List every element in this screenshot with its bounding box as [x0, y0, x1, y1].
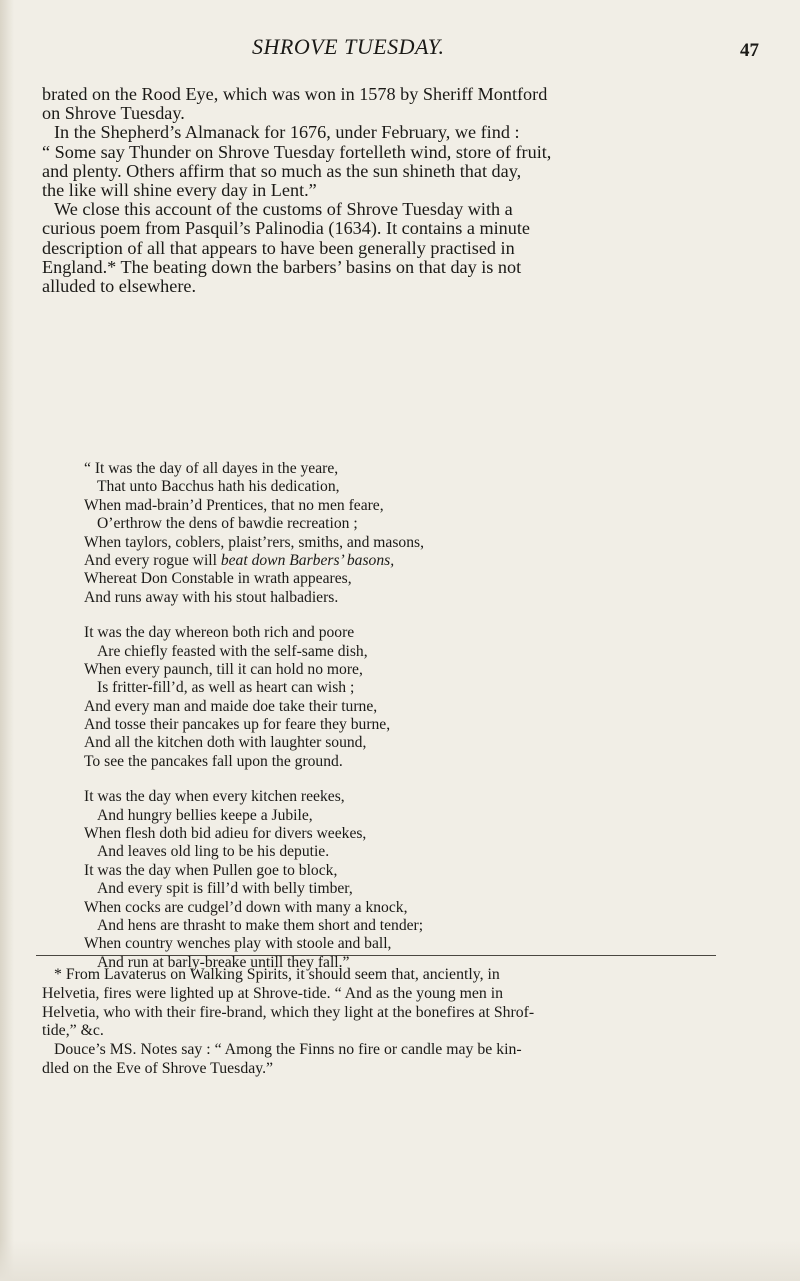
poem-stanza-2 [84, 624, 704, 771]
footnote-line: Helvetia, fires were lighted up at Shrove-tide. “ And as the young men in [42, 984, 504, 1002]
body-line: “ Some say Thunder on Shrove Tuesday fortelleth wind, store of fruit, [42, 141, 552, 162]
poem-stanza-3 [84, 788, 704, 972]
poem-line: It was the day when Pullen goe to block, [84, 861, 338, 879]
body-line: brated on the Rood Eye, which was won in 1578 by Sheriff Montford [42, 84, 548, 104]
poem-line: To see the pancakes fall upon the ground. [84, 752, 343, 770]
body-line: on Shrove Tuesday. [42, 103, 185, 124]
poem-line: And every spit is fill’d with belly timber, [97, 880, 353, 898]
poem-line: And hens are thrasht to make them short and tender; [97, 916, 424, 934]
footnote-line: tide,” &c. [42, 1022, 104, 1040]
poem-line: And runs away with his stout halbadiers. [84, 588, 339, 606]
poem-line-start: And every rogue will [84, 551, 221, 569]
poem-line: And run at barly-breake untill they fall.” [97, 953, 350, 971]
poem-line: That unto Bacchus hath his dedication, [97, 478, 340, 496]
poem-line: When cocks are cudgel’d down with many a knock, [84, 898, 408, 916]
poem-line: And hungry bellies keepe a Jubile, [97, 806, 313, 824]
poem-line: When every paunch, till it can hold no more, [84, 660, 363, 678]
page-number: 47 [740, 40, 759, 61]
poem-line: And all the kitchen doth with laughter sound, [84, 734, 367, 752]
body-line: and plenty. Others affirm that so much as the sun shineth that day, [42, 160, 522, 181]
poem-quotation [84, 460, 704, 989]
footnote-line: dled on the Eve of Shrove Tuesday.” [42, 1059, 274, 1077]
poem-line: When taylors, coblers, plaist’rers, smiths, and masons, [84, 533, 424, 551]
poem-line: Is fritter-fill’d, as well as heart can wish ; [97, 679, 355, 697]
body-line: the like will shine every day in Lent.” [42, 179, 317, 200]
body-line: In the Shepherd’s Almanack for 1676, under February, we find : [54, 122, 520, 143]
body-line: description of all that appears to have been generally practised in [42, 237, 515, 258]
poem-line: And every man and maide doe take their turne, [84, 697, 378, 715]
poem-line: Whereat Don Constable in wrath appeares, [84, 570, 352, 588]
page-bottom-edge [0, 1240, 800, 1281]
body-line: We close this account of the customs of Shrove Tuesday with a [54, 199, 513, 220]
poem-line: Are chiefly feasted with the self-same dish, [97, 642, 368, 660]
running-header-title: SHROVE TUESDAY. [252, 34, 445, 59]
poem-italic-phrase: beat down Barbers’ basons, [220, 551, 395, 569]
poem-line: And leaves old ling to be his deputie. [97, 843, 330, 861]
footnote-line: Helvetia, who with their fire-brand, which they light at the bonefires at Shrof- [42, 1003, 535, 1021]
poem-line: “ It was the day of all dayes in the yeare, [84, 460, 339, 477]
poem-line: And tosse their pancakes up for feare they burne, [84, 716, 391, 734]
body-paragraphs [42, 85, 702, 296]
poem-line: O’erthrow the dens of bawdie recreation ; [97, 515, 358, 533]
footnote [42, 966, 712, 1079]
poem-line: It was the day when every kitchen reekes, [84, 788, 345, 806]
poem-line: When mad-brain’d Prentices, that no men feare, [84, 496, 384, 514]
poem-line: It was the day whereon both rich and poore [84, 624, 355, 642]
poem-line: When country wenches play with stoole and ball, [84, 935, 392, 953]
footnote-line: Douce’s MS. Notes say : “ Among the Finns no fire or candle may be kin- [54, 1041, 522, 1059]
page-gutter-shadow [0, 0, 14, 1281]
footnote-line: * From Lavaterus on Walking Spirits, it should seem that, anciently, in [54, 966, 500, 983]
poem-line [84, 552, 704, 570]
body-line: curious poem from Pasquil’s Palinodia (1634). It contains a minute [42, 218, 530, 239]
footnote-divider [36, 955, 716, 956]
poem-stanza-1 [84, 460, 704, 607]
poem-line: When flesh doth bid adieu for divers weekes, [84, 825, 367, 843]
body-line: England.* The beating down the barbers’ basins on that day is not [42, 256, 522, 277]
body-line: alluded to elsewhere. [42, 275, 197, 296]
